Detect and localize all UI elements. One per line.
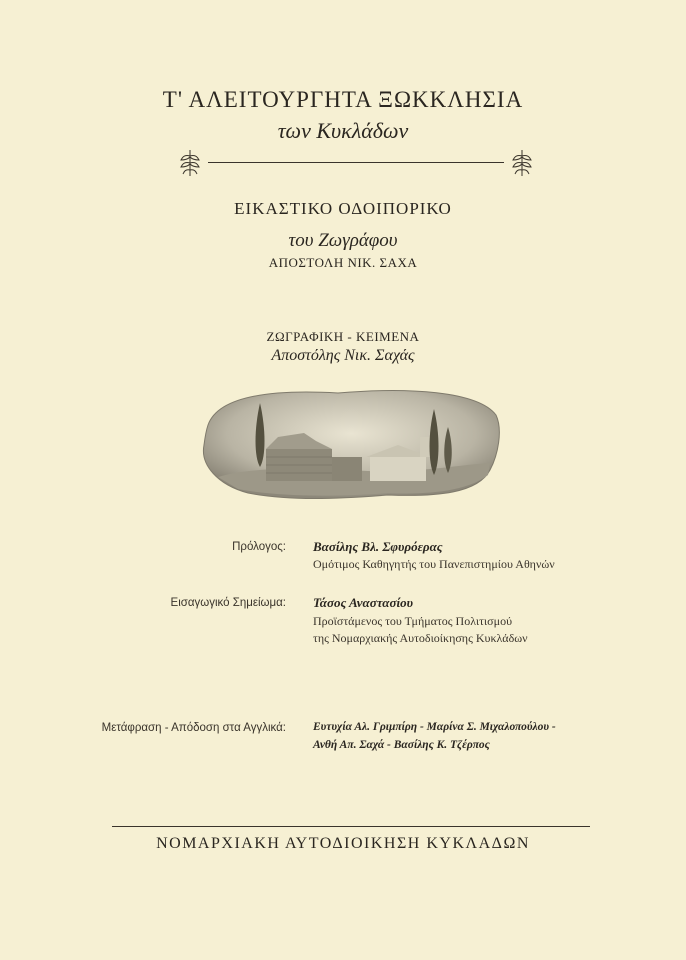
book-title: Τ' ΑΛΕΙΤΟΥΡΓΗΤΑ ΞΩΚΚΛΗΣΙΑ: [162, 87, 524, 112]
translation-line2: Ανθή Απ. Σαχά - Βασίλης Κ. Τζέρπος: [313, 739, 490, 751]
divider-line: [208, 162, 504, 163]
intro-name: Τάσος Αναστασίου: [313, 595, 413, 610]
book-subtitle: των Κυκλάδων: [277, 118, 409, 143]
ornament-divider: [178, 148, 534, 178]
intro-label: Εισαγωγικό Σημείωμα:: [170, 597, 286, 609]
footer-rule: [112, 826, 590, 827]
intro-role-line1: Προϊστάμενος του Τμήματος Πολιτισμού: [313, 614, 513, 628]
translation-label: Μετάφραση - Απόδοση στα Αγγλικά:: [101, 722, 286, 734]
intro-role-line2: της Νομαρχιακής Αυτοδιοίκησης Κυκλάδων: [313, 631, 528, 645]
prologue-label: Πρόλογος:: [232, 541, 286, 553]
prologue-name: Βασίλης Βλ. Σφυρόερας: [313, 539, 443, 554]
prologue-role: Ομότιμος Καθηγητής του Πανεπιστημίου Αθηνών: [313, 557, 555, 571]
painting-author: Αποστόλης Νικ. Σαχάς: [271, 347, 415, 364]
chapel-landscape-illustration: [198, 385, 503, 503]
translation-line1: Ευτυχία Αλ. Γριμπίρη - Μαρίνα Σ. Μιχαλοπούλου -: [313, 721, 556, 733]
leaf-ornament-icon: [178, 148, 202, 178]
publisher: ΝΟΜΑΡΧΙΑΚΗ ΑΥΤΟΔΙΟΙΚΗΣΗ ΚΥΚΛΑΔΩΝ: [156, 835, 530, 852]
painter-name: ΑΠΟΣΤΟΛΗ ΝΙΚ. ΣΑΧΑ: [268, 255, 418, 270]
section-by: του Ζωγράφου: [288, 230, 398, 251]
leaf-ornament-icon: [510, 148, 534, 178]
section-heading: ΕΙΚΑΣΤΙΚΟ ΟΔΟΙΠΟΡΙΚΟ: [234, 199, 452, 218]
painting-label: ΖΩΓΡΑΦΙΚΗ - ΚΕΙΜΕΝΑ: [266, 329, 420, 344]
